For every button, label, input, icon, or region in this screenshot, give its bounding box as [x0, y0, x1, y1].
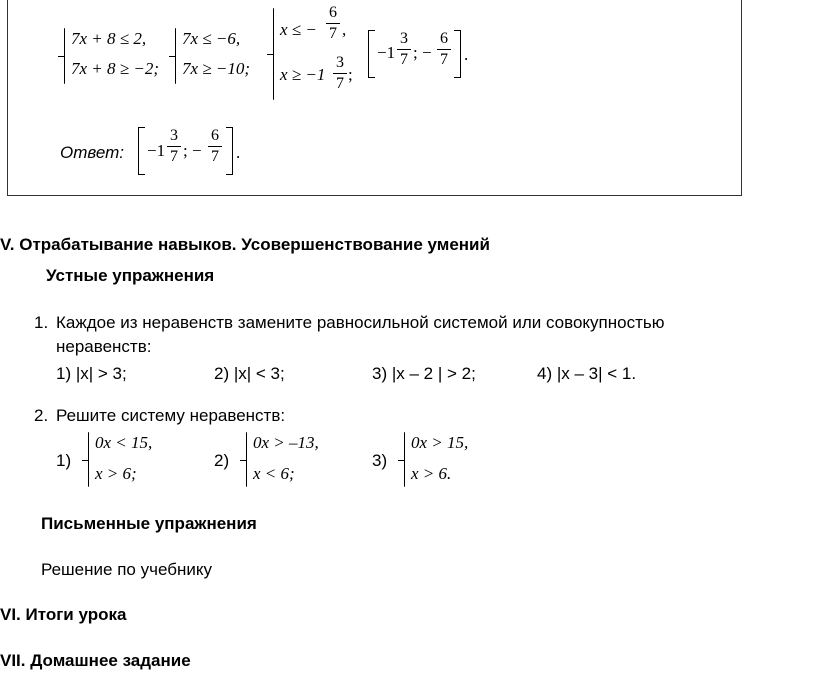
task2-item2-line2: x < 6;	[253, 464, 295, 483]
brace	[64, 28, 65, 84]
comma: ,	[342, 20, 347, 39]
period: .	[236, 143, 241, 162]
brace	[273, 8, 274, 100]
written-exercises-text: Решение по учебнику	[41, 560, 212, 579]
fraction: 3 7	[167, 127, 181, 166]
interval-sep: ; −	[413, 43, 432, 62]
task1-item4: 4) |x – 3| < 1.	[537, 364, 637, 383]
system3-line2: x ≥ −1	[280, 65, 326, 84]
task1-text-cont: неравенств:	[56, 337, 152, 356]
task2-item3-line2: x > 6.	[411, 464, 452, 483]
period: .	[464, 45, 469, 64]
task2-item1-line2: x > 6;	[95, 464, 137, 483]
task1-item3: 3) |x – 2 | > 2;	[372, 364, 476, 383]
fraction: 6 7	[208, 127, 222, 166]
task1-item1: 1) |x| > 3;	[56, 364, 127, 383]
semicolon: ;	[348, 65, 353, 84]
fraction: 6 7	[437, 30, 451, 69]
task1-text: Каждое из неравенств замените равносильной системой или совокупностью	[56, 313, 665, 332]
oral-exercises-heading: Устные упражнения	[46, 266, 215, 285]
system2-line1: 7x ≤ −6,	[182, 29, 241, 48]
bracket-right	[454, 30, 461, 78]
task1-number: 1.	[34, 313, 49, 332]
task2-text: Решите систему неравенств:	[56, 406, 286, 425]
bracket-left	[138, 127, 145, 175]
fraction: 3 7	[333, 54, 347, 93]
section-vi-title: VI. Итоги урока	[0, 605, 127, 624]
bracket-left	[368, 30, 375, 78]
system2-line2: 7x ≥ −10;	[182, 59, 251, 78]
brace	[175, 28, 176, 84]
section-vii-title: VII. Домашнее задание	[0, 651, 191, 670]
system1-line1: 7x + 8 ≤ 2,	[71, 29, 147, 48]
answer-label: Ответ:	[60, 143, 125, 162]
fraction: 6 7	[326, 4, 340, 43]
task2-item2-label: 2)	[214, 451, 230, 470]
system3-line1: x ≤ −	[280, 20, 317, 39]
interval-sep: ; −	[183, 141, 202, 160]
task2-item1-line1: 0x < 15,	[95, 433, 153, 452]
task2-item3-line1: 0x > 15,	[411, 433, 469, 452]
written-exercises-heading: Письменные упражнения	[41, 514, 257, 533]
task2-number: 2.	[34, 406, 49, 425]
section-v-title: V. Отрабатывание навыков. Усовершенствование умений	[0, 235, 490, 254]
interval-start: −1	[377, 43, 396, 62]
task2-item3-label: 3)	[372, 451, 388, 470]
task1-item2: 2) |x| < 3;	[214, 364, 285, 383]
system1-line2: 7x + 8 ≥ −2;	[71, 59, 159, 78]
interval-start: −1	[147, 141, 166, 160]
task2-item2-line1: 0x > –13,	[253, 433, 319, 452]
task2-item1-label: 1)	[56, 451, 72, 470]
brace	[404, 432, 405, 487]
brace	[88, 432, 89, 487]
fraction: 3 7	[397, 30, 411, 69]
brace	[246, 432, 247, 487]
bracket-right	[226, 127, 233, 175]
